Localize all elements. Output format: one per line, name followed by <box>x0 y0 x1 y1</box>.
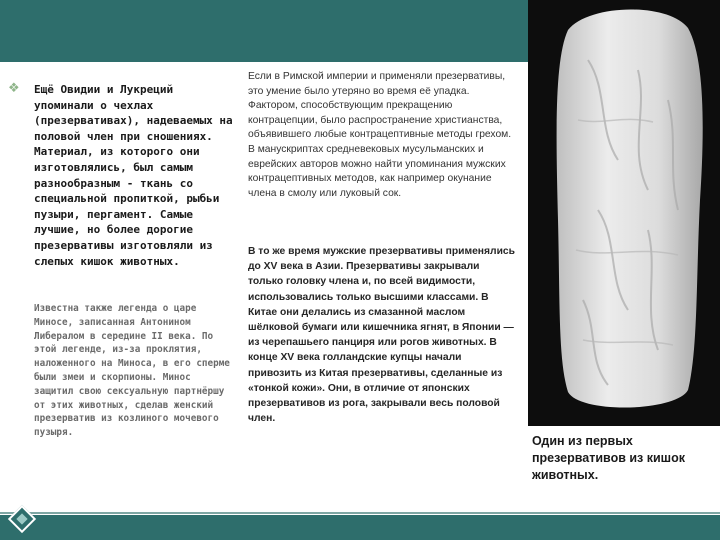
ancient-condom-photo <box>528 0 720 426</box>
photo-caption: Один из первых презервативов из кишок животных. <box>532 434 685 482</box>
footer-band <box>0 515 720 540</box>
middle-bottom-paragraph: В то же время мужские презервативы применялись до XV века в Азии. Презервативы закрывали только головку члена и, по всей видимости, использовались только высшими классами. В Китае они делались из смазанной маслом шёлковой бумаги или кишечника ягнят, в Японии — из черепашьего панциря или рогов животных. В конце XV века голландские купцы начали привозить из Китая презервативы, сделанные из «тонкой кожи». Они, в отличие от японских презервативов из рога, закрывали весь половой член. <box>248 246 515 425</box>
left-legend-paragraph: Известна также легенда о царе Миносе, записанная Антонином Либералом в середине II века. По этой легенде, из-за проклятия, наложенного на Миноса, в его сперме были змеи и скорпионы. Минос защитил свою сексуальную партнёршу от этих животных, сделав женский презерватив из козлиного мочевого пузыря. <box>34 303 230 439</box>
middle-top-paragraph: Если в Римской империи и применяли презервативы, это умение было утеряно во время её упадка. Фактором, способствующим прекращению контрацепции, было распространение христианства, объявившего любые контрацептивные методы грехом. В манускриптах средневековых мусульманских и еврейских авторов можно найти упоминания мужских контрацептивных методов, как например окунание члена в смолу или луковый сок. <box>248 71 512 199</box>
diamond-bullet-icon: ❖ <box>8 80 20 95</box>
left-main-paragraph: Ещё Овидии и Лукреций упоминали о чехлах (презервативах), надеваемых на половой член при сношениях. Материал, из которого они изготовлялись, был самым разнообразным - ткань со специальной пропиткой, рыбьи пузыри, пергамент. Самые лучшие, но более дорогие презервативы изготовляли из слепых кишок животных. <box>34 83 233 268</box>
footer-divider <box>0 512 720 514</box>
